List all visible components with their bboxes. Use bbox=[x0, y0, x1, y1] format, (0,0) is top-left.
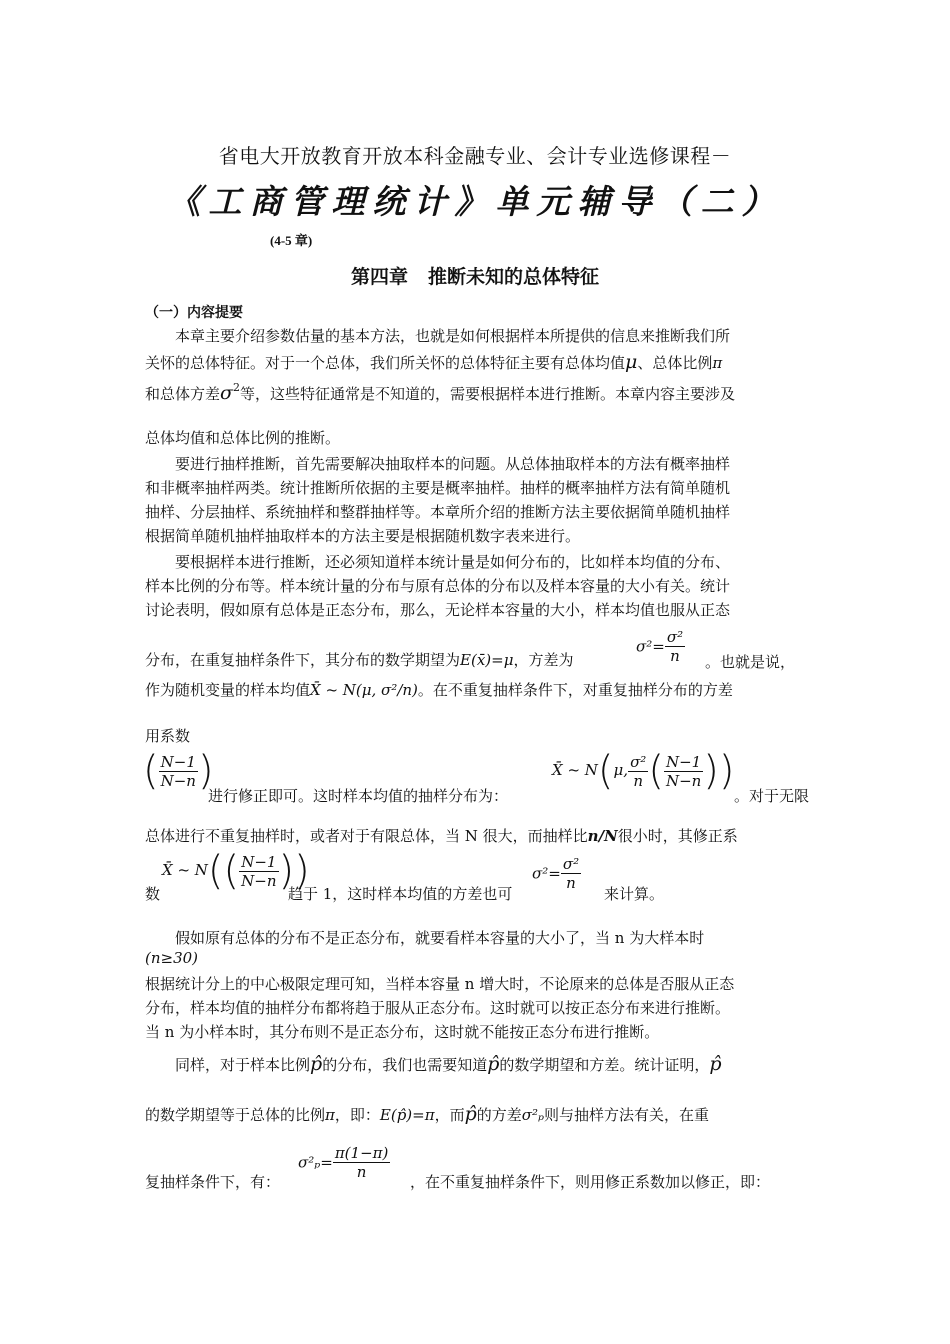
math-pi: π bbox=[712, 354, 723, 372]
variance-formula-2: σ²= $\frac{\text{σ²}}{n}$ bbox=[532, 855, 580, 892]
math-ephat: E(p̂)=π bbox=[379, 1106, 435, 1124]
chapter-heading: 第四章 推断未知的总体特征 bbox=[350, 266, 600, 288]
paragraph-line: 趋于 1，这时样本均值的方差也可 bbox=[288, 885, 513, 903]
paragraph-line: 假如原有总体的分布不是正态分布，就要看样本容量的大小了，当 n 为大样本时 bbox=[145, 929, 705, 947]
correction-factor: ( $\frac{N-1}{N-n}$ ) bbox=[143, 748, 214, 794]
correction-formula: X̄ ~ N(( $\frac{N-1}{N-n}$ )) bbox=[162, 848, 310, 894]
math-xbar-dist: X̄ ~ N(μ, σ²/n) bbox=[310, 681, 418, 699]
paragraph-line: 总体均值和总体比例的推断。 bbox=[145, 429, 341, 447]
paragraph-line: 。对于无限 bbox=[734, 787, 810, 805]
paragraph-line: 和总体方差$\sigma^2$等，这些特征通常是不知道的，需要根据样本进行推断。本章内容主要涉及 bbox=[145, 381, 736, 404]
paragraph-line: 根据简单随机抽样抽取样本的方法主要是根据随机数字表来进行。 bbox=[145, 527, 581, 545]
section-heading: （一）内容提要 bbox=[145, 305, 243, 321]
paragraph-line: 的数学期望等于总体的比例π，即：E(p̂)=π，而p̂的方差σ²ₚ则与抽样方法有关，在重 bbox=[145, 1103, 710, 1125]
paragraph-line: 当 n 为小样本时，其分布则不是正态分布，这时就不能按正态分布进行推断。 bbox=[145, 1023, 660, 1041]
paragraph-line: 和非概率抽样两类。统计推断所依据的主要是概率抽样。抽样的概率抽样方法有简单随机 bbox=[145, 479, 731, 497]
math-phat: p̂ bbox=[310, 1053, 323, 1075]
paragraph-line: 分布，样本均值的抽样分布都将趋于服从正态分布。这时就可以按正态分布来进行推断。 bbox=[145, 999, 731, 1017]
proportion-variance-formula: σ²ₚ= $\frac{\pi(1-\pi)}{n}$ bbox=[298, 1144, 389, 1181]
paragraph-line: 。也就是说， bbox=[705, 653, 796, 671]
paragraph-line: 同样，对于样本比例p̂的分布，我们也需要知道p̂的数学期望和方差。统计证明，p̂ bbox=[145, 1053, 722, 1075]
paragraph-line: 进行修正即可。这时样本均值的抽样分布为： bbox=[208, 787, 509, 805]
document-title: 《工商管理统计》单元辅导（二） bbox=[167, 182, 783, 221]
paragraph-line: 复抽样条件下，有： bbox=[145, 1173, 281, 1191]
variance-formula: σ²= $\frac{\text{σ²}}{n}$ bbox=[636, 628, 684, 665]
math-expectation: E(x̄)=μ bbox=[460, 651, 514, 669]
sampling-distribution-formula: X̄ ~ N(μ, $\frac{\text{σ²}}{n}$ ( $\frac{N-1}{N-n}$ )) bbox=[552, 748, 735, 794]
paragraph-line: 总体进行不重复抽样时，或者对于有限总体，当 N 很大，而抽样比n/N很小时，其修正系 bbox=[145, 827, 738, 845]
math-sigma: σ bbox=[220, 382, 233, 404]
math-n30: (n≥30) bbox=[145, 949, 199, 967]
paragraph-line: 数 bbox=[145, 885, 161, 903]
paragraph-line: 要进行抽样推断，首先需要解决抽取样本的问题。从总体抽取样本的方法有概率抽样 bbox=[145, 455, 731, 473]
paragraph-line: 根据统计分上的中心极限定理可知，当样本容量 n 增大时，不论原来的总体是否服从正态 bbox=[145, 975, 735, 993]
course-subtitle: 省电大开放教育开放本科金融专业、会计专业选修课程－ bbox=[218, 144, 732, 168]
paragraph-line: 讨论表明，假如原有总体是正态分布，那么，无论样本容量的大小，样本均值也服从正态 bbox=[145, 601, 731, 619]
paragraph-line: 抽样、分层抽样、系统抽样和整群抽样等。本章所介绍的推断方法主要依据简单随机抽样 bbox=[145, 503, 731, 521]
paragraph-line: 来计算。 bbox=[604, 885, 665, 903]
paragraph-line: 用系数 bbox=[145, 727, 191, 745]
math-ratio: n/N bbox=[587, 827, 618, 845]
paragraph-line: 要根据样本进行推断，还必须知道样本统计量是如何分布的，比如样本均值的分布、 bbox=[145, 553, 731, 571]
chapter-range: (4-5 章) bbox=[270, 233, 313, 248]
paragraph-line: 样本比例的分布等。样本统计量的分布与原有总体的分布以及样本容量的大小有关。统计 bbox=[145, 577, 731, 595]
math-mu: μ bbox=[625, 351, 638, 373]
paragraph-line: 本章主要介绍参数估量的基本方法，也就是如何根据样本所提供的信息来推断我们所 bbox=[145, 327, 731, 345]
paragraph-line: ，在不重复抽样条件下，则用修正系数加以修正，即： bbox=[410, 1173, 771, 1191]
paragraph-line: 关怀的总体特征。对于一个总体，我们所关怀的总体特征主要有总体均值μ、总体比例π bbox=[145, 351, 723, 373]
paragraph-line: 分布，在重复抽样条件下，其分布的数学期望为E(x̄)=μ，方差为 bbox=[145, 651, 574, 669]
paragraph-line: 作为随机变量的样本均值X̄ ~ N(μ, σ²/n)。在不重复抽样条件下，对重复抽样分布的方差 bbox=[145, 681, 733, 699]
